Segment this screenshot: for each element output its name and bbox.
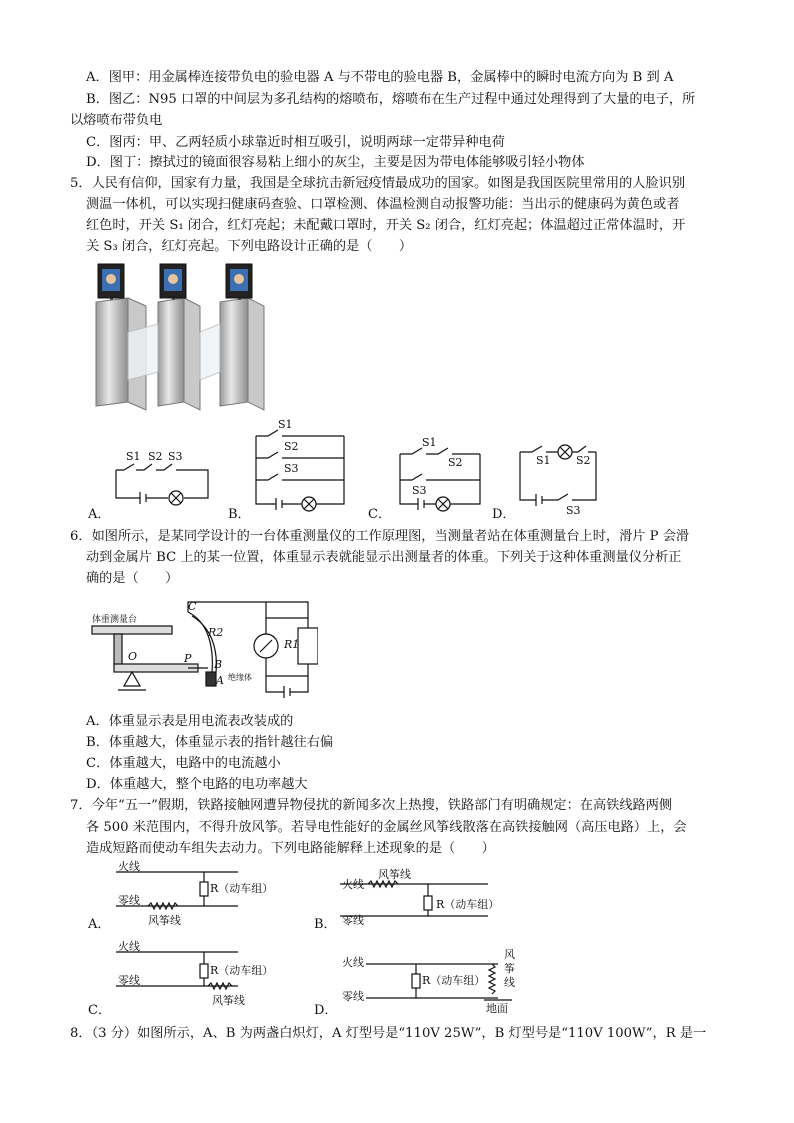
q7-label-b: B． [314,917,337,932]
q7-b-neutral: 零线 [342,914,364,927]
q7-circuit-options [88,860,528,1020]
q7-b-live: 火线 [342,878,364,891]
q6-platform-label: 体重测量台 [92,615,138,625]
q5-label-c: C． [368,507,391,522]
q5-label-a: A． [88,507,111,522]
q5-b-s2: S2 [284,440,299,453]
weight-scale-diagram [88,596,318,702]
q5-circuit-options [88,418,608,522]
q7-c-live: 火线 [118,940,140,953]
q7-c-kite: 风筝线 [212,994,245,1007]
q6-point-a: A [216,674,224,687]
q7-c-neutral: 零线 [118,974,140,987]
q5-c-s1: S1 [422,436,437,449]
q4-option-b-line1: B．图乙：N95 口罩的中间层为多孔结构的熔喷布，熔喷布在生产过程中通过处理得到了大量的电子，所 [86,92,696,107]
q7-a-neutral: 零线 [118,894,140,907]
q6-stem-line1: 6．如图所示，是某同学设计的一台体重测量仪的工作原理图，当测量者站在体重测量台上时，滑片 P 会滑 [70,529,690,544]
q6-point-p: P [184,652,192,665]
q5-label-d: D． [492,507,516,522]
q4-option-b-line2: 以熔喷布带负电 [70,113,163,128]
q5-d-s1: S1 [536,454,551,467]
q7-a-live: 火线 [118,860,140,873]
q6-insulator-label: 绝缘体 [228,673,252,682]
q5-a-s1: S1 [126,450,141,463]
q6-stem-line3: 确的是（ ） [86,571,179,586]
q5-c-s2: S2 [448,456,463,469]
q6-r1-label: R1 [284,638,300,651]
q7-b-resistor: R（动车组） [436,898,500,911]
q6-stem-line2: 动到金属片 BC 上的某一位置，体重显示表就能显示出测量者的体重。下列关于这种体重测量仪分析正 [86,550,682,565]
q7-d-resistor: R（动车组） [422,974,486,987]
q7-c-resistor: R（动车组） [210,964,274,977]
q5-stem-line3: 红色时，开关 S₁ 闭合，红灯亮起；未配戴口罩时，开关 S₂ 闭合，红灯亮起；体温超过正常体温时，开 [86,218,686,233]
q6-point-c: C [188,600,197,613]
q7-d-kite-2: 筝 [504,962,515,975]
q4-option-c: C．图丙：甲、乙两轻质小球靠近时相互吸引，说明两球一定带异种电荷 [86,135,505,150]
q5-d-s2: S2 [576,454,591,467]
q5-a-s2: S2 [148,450,163,463]
q6-option-d: D．体重越大，整个电路的电功率越大 [86,777,308,792]
q7-label-d: D． [314,1003,338,1018]
q4-option-a: A．图甲：用金属棒连接带负电的验电器 A 与不带电的验电器 B，金属棒中的瞬时电流方向为 B 到 A [86,70,674,85]
q5-b-s3: S3 [284,462,299,475]
q5-label-b: B． [228,507,251,522]
face-recognition-gate-photo [88,262,268,412]
q6-option-c: C．体重越大，电路中的电流越小 [86,756,281,771]
q7-label-c: C． [88,1003,111,1018]
q8-stem-line1: 8．（3 分）如图所示，A、B 为两盏白炽灯，A 灯型号是“110V 25W”，B 灯型号是“110V 100W”，R 是一 [70,1026,707,1041]
q4-option-d: D．图丁：擦拭过的镜面很容易粘上细小的灰尘，主要是因为带电体能够吸引轻小物体 [86,155,585,170]
q6-option-a: A．体重显示表是用电流表改装成的 [86,714,294,729]
q7-stem-line1: 7．今年“五一”假期，铁路接触网遭异物侵扰的新闻多次上热搜，铁路部门有明确规定：在高铁线路两侧 [70,798,673,813]
q7-b-kite: 风筝线 [378,868,411,881]
q5-b-s1: S1 [278,418,293,431]
q7-d-kite-3: 线 [504,976,515,989]
q7-label-a: A． [88,917,111,932]
q6-option-b: B．体重越大，体重显示表的指针越往右偏 [86,735,334,750]
q7-d-live: 火线 [342,956,364,969]
q7-stem-line3: 造成短路而使动车组失去动力。下列电路能解释上述现象的是（ ） [86,841,495,856]
q7-d-neutral: 零线 [342,990,364,1003]
q5-stem-line2: 测温一体机，可以实现扫健康码查验、口罩检测、体温检测自动报警功能：当出示的健康码为黄色或者 [86,197,680,212]
q5-d-s3: S3 [566,504,581,517]
q5-stem-line1: 5．人民有信仰，国家有力量，我国是全球抗击新冠疫情最成功的国家。如图是我国医院里常用的人脸识别 [70,176,686,191]
q5-c-s3: S3 [412,484,427,497]
q7-a-resistor: R（动车组） [210,882,274,895]
q7-stem-line2: 各 500 米范围内，不得升放风筝。若导电性能好的金属丝风筝线散落在高铁接触网（高压电路）上，会 [86,820,687,835]
q6-point-o: O [128,650,138,663]
q7-d-ground: 地面 [486,1002,508,1015]
q6-r2-label: R2 [208,626,224,639]
q5-a-s3: S3 [168,450,183,463]
q5-stem-line4: 关 S₃ 闭合，红灯亮起。下列电路设计正确的是（ ） [86,239,413,254]
q7-d-kite-1: 风 [504,948,515,961]
q7-a-kite: 风筝线 [148,914,181,927]
q6-point-b: B [214,658,223,671]
